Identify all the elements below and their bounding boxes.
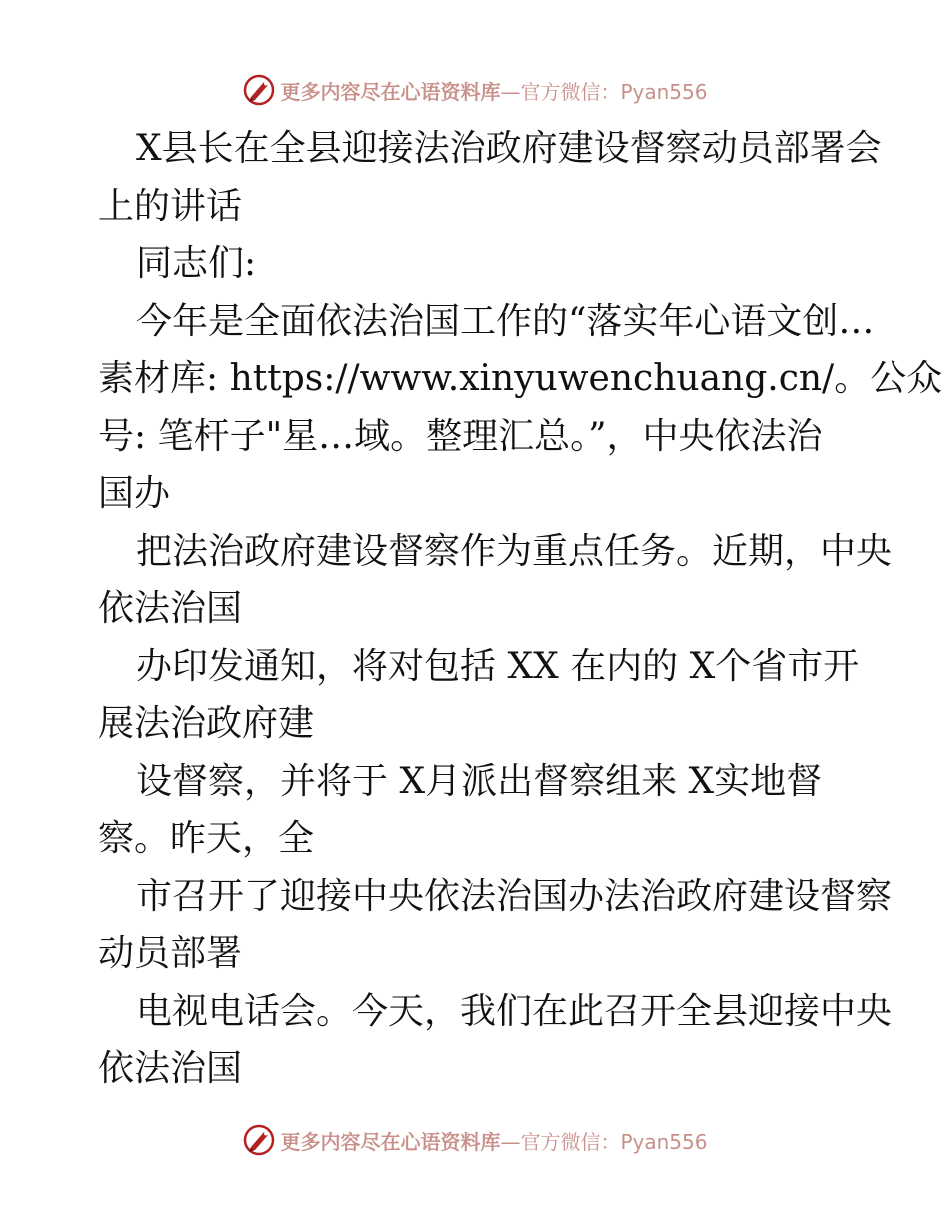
footer-banner <box>0 1120 950 1160</box>
doc-title-line-2: 上的讲话 <box>98 185 243 227</box>
doc-line: 依法治国 <box>98 1048 243 1089</box>
doc-line: 今年是全面依法治国工作的“落实年心语文创… <box>136 300 875 342</box>
doc-line: 设督察，并将于 X月派出督察组来 X实地督 <box>136 760 823 802</box>
doc-line: 素材库: https://www.xinyuwenchuang.cn/。公众 <box>98 358 943 399</box>
banner-wechat-label: —官方微信：Pyan556 <box>500 79 708 104</box>
doc-salutation: 同志们: <box>136 243 257 284</box>
doc-line: 市召开了迎接中央依法治国办法治政府建设督察 <box>136 875 893 917</box>
header-banner <box>0 70 950 110</box>
banner-text <box>280 76 707 105</box>
doc-line: 号: 笔杆子"星…域。整理汇总。”，中央依法治 <box>98 415 823 457</box>
doc-line: 国办 <box>98 473 171 514</box>
doc-line: 办印发通知，将对包括 XX 在内的 X个省市开 <box>136 645 860 687</box>
doc-line: 电视电话会。今天，我们在此召开全县迎接中央 <box>136 990 893 1032</box>
doc-title-line-1: X县长在全县迎接法治政府建设督察动员部署会 <box>136 128 882 169</box>
doc-line: 察。昨天，全 <box>98 818 315 859</box>
banner-wechat-label: —官方微信：Pyan556 <box>500 1129 708 1154</box>
doc-line: 依法治国 <box>98 588 243 629</box>
doc-line: 动员部署 <box>98 933 243 974</box>
doc-line: 把法治政府建设督察作为重点任务。近期，中央 <box>136 530 893 572</box>
banner-text <box>280 1126 707 1155</box>
doc-line: 展法治政府建 <box>98 703 315 744</box>
banner-site-label: 更多内容尽在心语资料库 <box>280 79 501 104</box>
pen-logo-icon <box>242 73 276 107</box>
document-body <box>98 120 943 1098</box>
pen-logo-icon <box>242 1123 276 1157</box>
banner-site-label: 更多内容尽在心语资料库 <box>280 1129 501 1154</box>
